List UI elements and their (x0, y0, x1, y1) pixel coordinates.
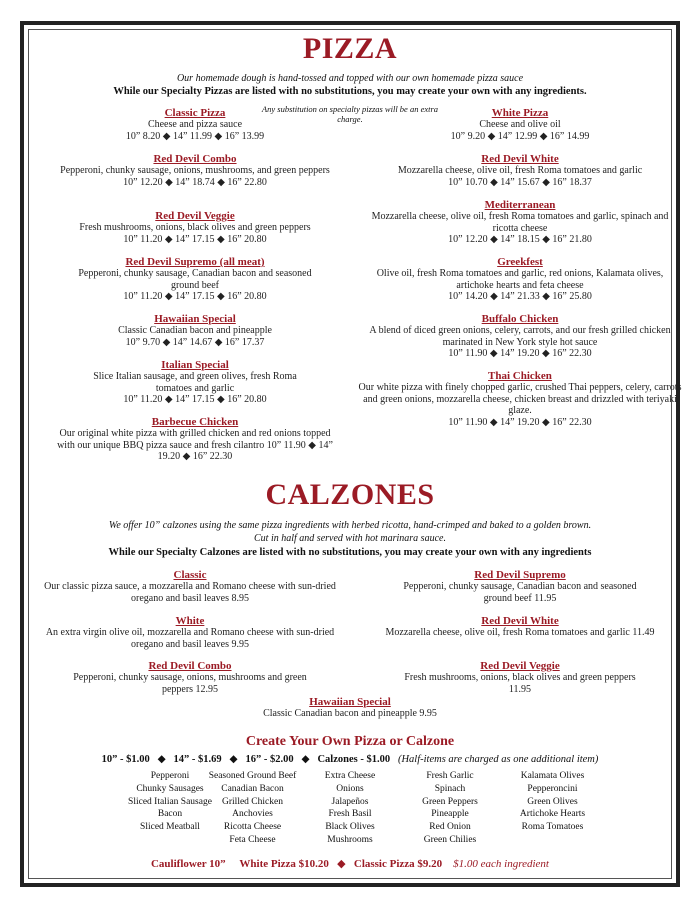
ingredient: Sliced Italian Sausage (128, 796, 212, 807)
pizza-item (50, 107, 340, 142)
pizza-desc: Our white pizza with finely chopped garlic, crushed Thai peppers, celery, carrots and green onions, mozzarella cheese, chicken breast and drizzled with teriyaki glaze. (358, 382, 682, 416)
calzone-desc: Pepperoni, chunky sausage, Canadian bacon and seasoned ground beef 11.95 (403, 581, 637, 604)
pizza-desc: A blend of diced green onions, celery, carrots, and our fresh grilled chicken marinated in New York style hot sauce (369, 325, 671, 348)
diamond-icon: ◆ (157, 754, 166, 765)
pizza-price: 10” 11.90 ◆ 14” 19.20 ◆ 16” 22.30 (448, 416, 592, 428)
calzone-item (200, 696, 500, 720)
calzones-header (30, 478, 670, 512)
calzone-item (400, 660, 640, 695)
pizza-price: 10” 12.20 ◆ 14” 18.15 ◆ 16” 21.80 (448, 234, 592, 245)
pizza-name: Mediterranean (484, 199, 556, 211)
calzone-item (395, 569, 645, 604)
pizza-name: Italian Special (161, 359, 229, 371)
calzone-name: Red Devil Veggie (480, 660, 560, 672)
white-pizza-price: White Pizza $10.20 (239, 858, 329, 870)
price-10: 10” - $1.00 (101, 754, 150, 765)
pizza-price: 10” 10.70 ◆ 14” 15.67 ◆ 16” 18.37 (448, 176, 592, 188)
pizza-item (70, 256, 320, 303)
pizza-item (380, 107, 660, 142)
ingredient: Sliced Meatball (140, 822, 200, 833)
pizza-desc: Pepperoni, chunky sausage, Canadian bacon and seasoned ground beef (78, 268, 312, 291)
calzones-title: CALZONES (265, 478, 435, 511)
pizza-intro: Our homemade dough is hand-tossed and topped with our own homemade pizza sauce (176, 73, 524, 84)
pizza-price: 10” 9.20 ◆ 14” 12.99 ◆ 16” 14.99 (450, 130, 590, 142)
ingredient: Kalamata Olives (520, 771, 585, 781)
ingredients-column-4 (400, 770, 500, 847)
pizza-name: Classic Pizza (164, 107, 226, 119)
pizza-name: Red Devil White (481, 153, 559, 165)
ingredient: Mushrooms (327, 834, 373, 845)
pizza-name: Hawaiian Special (154, 313, 236, 325)
pizza-item (60, 153, 330, 188)
ingredient: Chunky Sausages (136, 783, 204, 794)
pizza-name: Red Devil Supremo (all meat) (125, 256, 265, 268)
ingredient: Green Peppers (422, 796, 478, 807)
ingredients-column-5 (495, 770, 610, 834)
pizza-desc: Classic Canadian bacon and pineapple (118, 325, 272, 336)
calzone-desc: An extra virgin olive oil, mozzarella and Romano cheese with sun-dried oregano and basil leaves 9.95 (45, 627, 335, 650)
calzone-item (60, 660, 320, 695)
pizza-item (40, 210, 350, 245)
pizza-item (360, 199, 680, 246)
diamond-icon: ◆ (337, 858, 346, 870)
pizza-name: Red Devil Veggie (155, 210, 235, 222)
pizza-price: 10” 12.20 ◆ 14” 18.74 ◆ 16” 22.80 (123, 176, 267, 188)
calzone-name: Red Devil White (481, 615, 559, 627)
price-16: 16” - $2.00 (245, 754, 294, 765)
pizza-rule: While our Specialty Pizzas are listed with no substitutions, you may create your own with any ingredients. (113, 86, 587, 97)
pizza-item (355, 370, 685, 428)
pizza-desc: Cheese and pizza sauce (147, 119, 243, 130)
pizza-price: 10” 9.70 ◆ 14” 14.67 ◆ 16” 17.37 (125, 336, 265, 348)
ingredient: Anchovies (232, 809, 273, 820)
pizza-name: Greekfest (497, 256, 543, 268)
pizza-header (30, 32, 670, 66)
price-14: 14” - $1.69 (173, 754, 222, 765)
each-ingredient-note: $1.00 each ingredient (453, 858, 549, 870)
pizza-item (370, 256, 670, 303)
footer-specials (30, 857, 670, 870)
ingredients-column-2 (200, 770, 305, 847)
ingredient: Fresh Basil (328, 809, 372, 820)
calzone-desc: Mozzarella cheese, olive oil, fresh Roma tomatoes and garlic 11.49 (385, 627, 655, 638)
calzone-desc: Fresh mushrooms, onions, black olives and green peppers 11.95 (404, 672, 636, 695)
pizza-price: 10” 11.20 ◆ 14” 17.15 ◆ 16” 20.80 (123, 394, 267, 405)
ingredient: Roma Tomatoes (521, 822, 584, 833)
pizza-name: Buffalo Chicken (481, 313, 559, 325)
pizza-name: Red Devil Combo (153, 153, 237, 165)
calzone-name: Hawaiian Special (309, 696, 391, 708)
ingredient: Spinach (434, 783, 466, 794)
pizza-price: 10” 11.90 ◆ 14” 19.20 ◆ 16” 22.30 (448, 348, 592, 359)
calzone-name: Red Devil Combo (148, 660, 232, 672)
create-prices (30, 753, 670, 765)
ingredient: Grilled Chicken (222, 796, 283, 807)
pizza-item (365, 313, 675, 360)
pizza-price: 10” 14.20 ◆ 14” 21.33 ◆ 16” 25.80 (448, 291, 592, 302)
pizza-desc: Our original white pizza with grilled chicken and red onions topped with our unique BBQ pizza sauce and fresh cilantro 10” 11.90 ◆ 14” 19.20 ◆ 16” 22.30 (57, 428, 333, 462)
calzone-name: Classic (173, 569, 207, 581)
pizza-name: White Pizza (491, 107, 549, 119)
create-title: Create Your Own Pizza or Calzone (245, 734, 455, 749)
calzone-name: Red Devil Supremo (474, 569, 566, 581)
cauliflower-label: Cauliflower 10” (150, 858, 226, 870)
pizza-price: 10” 11.20 ◆ 14” 17.15 ◆ 16” 20.80 (123, 233, 267, 245)
calzones-rule: While our Specialty Calzones are listed with no substitutions, you may create your own with any ingredients (108, 547, 592, 558)
classic-pizza-price: Classic Pizza $9.20 (353, 858, 443, 870)
calzone-item (385, 615, 655, 639)
pizza-item (80, 359, 310, 406)
ingredient: Extra Cheese (324, 771, 376, 781)
pizza-price: 10” 8.20 ◆ 14” 11.99 ◆ 16” 13.99 (125, 130, 265, 142)
calzones-intro: We offer 10” calzones using the same pizza ingredients with herbed ricotta, hand-crimped and baked to a golden brown. (108, 520, 592, 531)
price-calzone: Calzones - $1.00 (317, 754, 391, 765)
pizza-desc: Cheese and olive oil (479, 119, 561, 130)
pizza-title: PIZZA (302, 32, 398, 65)
half-items-note: (Half-items are charged as one additional item) (397, 754, 599, 765)
pizza-item (50, 416, 340, 463)
ingredient: Feta Cheese (229, 834, 276, 845)
ingredient: Fresh Garlic (426, 771, 474, 781)
diamond-icon: ◆ (301, 754, 310, 765)
pizza-name: Barbecue Chicken (151, 416, 239, 428)
ingredient: Onions (336, 783, 364, 794)
diamond-icon: ◆ (229, 754, 238, 765)
pizza-desc: Olive oil, fresh Roma tomatoes and garlic, red onions, Kalamata olives, artichoke hearts and feta cheese (376, 268, 664, 291)
ingredient: Seasoned Ground Beef (208, 771, 297, 781)
ingredient: Red Onion (429, 822, 471, 833)
ingredient: Green Olives (527, 796, 578, 807)
ingredient: Pepperoncini (527, 783, 578, 794)
calzone-item (35, 569, 345, 604)
ingredient: Pineapple (431, 809, 469, 820)
calzone-desc: Our classic pizza sauce, a mozzarella and Romano cheese with sun-dried oregano and basil leaves 8.95 (44, 581, 336, 604)
pizza-desc: Slice Italian sausage, and green olives, fresh Roma tomatoes and garlic (93, 371, 297, 394)
calzone-desc: Classic Canadian bacon and pineapple 9.95 (263, 708, 437, 719)
pizza-desc: Pepperoni, chunky sausage, onions, mushrooms, and green peppers (60, 165, 330, 176)
calzone-desc: Pepperoni, chunky sausage, onions, mushrooms and green peppers 12.95 (73, 672, 307, 695)
substitution-note: Any substitution on specialty pizzas will be an extra charge. (261, 104, 439, 124)
ingredients-column-3 (300, 770, 400, 847)
calzone-item (35, 615, 345, 650)
pizza-desc: Mozzarella cheese, olive oil, fresh Roma tomatoes and garlic (397, 165, 643, 176)
calzones-intro-2: Cut in half and served with hot marinara sauce. (254, 533, 446, 544)
pizza-price: 10” 11.20 ◆ 14” 17.15 ◆ 16” 20.80 (123, 291, 267, 302)
ingredient: Bacon (157, 809, 183, 820)
pizza-name: Thai Chicken (488, 370, 552, 382)
ingredient: Ricotta Cheese (223, 822, 282, 833)
ingredient: Pepperoni (150, 771, 190, 781)
pizza-item (60, 313, 330, 348)
pizza-desc: Fresh mushrooms, onions, black olives and green peppers (79, 222, 311, 233)
ingredient: Jalapeños (331, 796, 369, 807)
pizza-item (355, 153, 685, 188)
ingredient: Artichoke Hearts (519, 809, 586, 820)
pizza-desc: Mozzarella cheese, olive oil, fresh Roma tomatoes and garlic, spinach and ricotta cheese (371, 211, 669, 234)
calzone-name: White (175, 615, 205, 627)
ingredient: Green Chilies (423, 834, 477, 845)
ingredient: Canadian Bacon (221, 783, 284, 794)
ingredient: Black Olives (325, 822, 375, 833)
